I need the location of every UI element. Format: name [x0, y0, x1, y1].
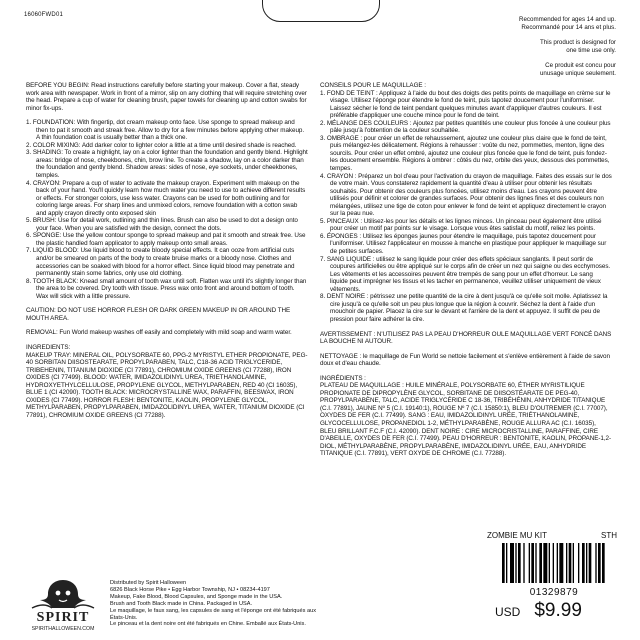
price-row [495, 600, 625, 622]
barcode-bar [578, 543, 579, 583]
ingredients-text: MAKEUP TRAY: MINERAL OIL, POLYSORBATE 60, PPG-2 MYRISTYL ETHER PROPIONATE, PEG-40 SORBITAN DIISOSTEARATE, PROPYLPARABEN, TALC, C18-36 ACID TRIGLYCERIDE, TRIBEHENIN, TITANIUM DIOXIDE (CI 77891), CHROMIUM OXIDE GREENS (CI 77288), IRON OXIDES (CI 77499). BLOOD: WATER, IMIDAZOLIDINYL UREA, TRIETHANOLAMINE, HYDROXYETHYLCELLULOSE, PROPYLENE GLYCOL, METHYLPARABEN, RED 40 (CI 16035), BLUE 1 (CI 42090). TOOTH BLACK: MICROCRYSTALLINE WAX, PARAFFIN, BEESWAX, IRON OXIDES (CI 77499). HORROR FLESH: BENTONITE, KAOLIN, PROPYLENE GLYCOL, METHYLPARABEN, PROPYLPARABEN, IMIDAZOLIDINYL UREA, WATER, TITANIUM DIOXIDE (CI 77891), CHROMIUM OXIDE GREENS (CI 77288). [26, 351, 308, 419]
distributor-info [110, 580, 330, 628]
product-code: STH [601, 531, 617, 540]
barcode-bar [549, 543, 550, 583]
step-shading: 3. SHADING: To create a highlight, lay on a color lighter than the foundation and gently blend. Highlight areas: bridge of nose, cheekbones, chin, brow line. To create a shadow, lay on a color darker than the foundation and gently blend. Shadow areas: sides of nose, eye sockets, under cheekbones, temples. [26, 149, 308, 180]
barcode-bar [595, 543, 596, 583]
dist-line-3: Makeup, Fake Blood, Blood Capsules, and Sponge made in the USA. [110, 593, 283, 600]
ingredients-text-fr: PLATEAU DE MAQUILLAGE : HUILE MINÉRALE, POLYSORBATE 60, ÉTHER MYRISTILIQUE PROPIONATE DE DIPROPYLÈNE GLYCOL, SORBITANE DE DIISOSTÉARATE DE PEG-40, PROPYLPARABÈNE, TALC, ACIDE TRIGLYCÉRIDE C 18-36, TRIBÉHÉNIN, ANHYDRIDE TITANIQUE (C.I. 77891), JAUNE Nº 5 (C.I. 19140:1), ROUGE Nº 7 (C.I. 15850:1), BLEU D'OUTREMER (C.I. 77007), OXYDES DE FER (C.I. 77499). SANG : EAU, IMIDAZOLIDINYL URÉE, TRIÉTHANOLAMINE, GLYCOCELLULOSE, PROPANEDIOL 1-2, MÉTHYLPARABÈNE, ROUGE ALLURA AC (C.I. 16035), BLEU BRILLANT F.C.F (C.I. 42090). DENT NOIRE : CIRE MICROCRISTALLINE, PARAFFINE, CIRE D'ABEILLE, OXYDES DE FER (C.I. 77499). PEAU D'HORREUR : BENTONITE, KAOLIN, PROPANE-1,2-DIOL, MÉTHYLPARABÈNE, PROPYLPARABÈNE, IMIDAZOLIDINYL URÉE, EAU, ANHYDRIDE TITANIQUE (C.I. 77891), VERT OXYDE DE CHROME (C.I. 77288). [320, 382, 612, 458]
step-color-mixing: 2. COLOR MIXING: Add darker color to lighter color a little at a time until desired shade is reached. [26, 141, 297, 149]
barcode-bar [502, 543, 505, 583]
step-crayon: 4. CRAYON: Prepare a cup of water to activate the makeup crayon. Experiment with makeup on the back of your hand. You'll quickly learn how much water you need to use to achieve different results or effects. For stronger colors, use less water. Crayons can be used for both outlining and for coloring large areas. For sharp lines and unmixed colors, remove foundation with a cotton swab and apply crayon directly onto exposed skin [26, 179, 306, 217]
french-heading: CONSEILS POUR LE MAQUILLAGE : [320, 82, 426, 89]
step-tooth-black: 8. TOOTH BLACK: Knead small amount of tooth wax until soft. Flatten wax until it's slightly longer than the area to be covered. Dry tooth with tissue. Press wax onto front and around bottom of tooth. Wax will stick with a little pressure. [26, 277, 307, 300]
single-use-en-1: This product is designed for [539, 39, 616, 47]
barcode-bar [539, 543, 542, 583]
dist-line-5: Le maquillage, le faux sang, les capsules de sang et l'éponge ont été fabriqués aux États-Unis. [110, 607, 317, 621]
product-label [487, 531, 617, 540]
single-use-en-2: one time use only. [566, 46, 616, 54]
english-steps [26, 119, 308, 300]
barcode-bar [582, 543, 585, 583]
currency: USD [495, 605, 521, 619]
intro-paragraph: BEFORE YOU BEGIN: Read instructions carefully before starting your makeup. Cover a flat, steady work area with newspaper. Work in front of a mirror, slip on any clothing that will require stretching over the head. Prepare a cup of water for cleaning brush, paper towels for cleaning up and cotton swabs for minor fix-ups. [26, 82, 307, 112]
removal-text: REMOVAL: Fun World makeup washes off easily and completely with mild soap and warm water. [26, 329, 292, 337]
avertissement-text: AVERTISSEMENT : N'UTILISEZ PAS LA PEAU D'HORREUR OULE MAQUILLAGE VERT FONCÉ DANS LA BOUCHE NI AUTOUR. [320, 330, 612, 346]
dist-line-6: Le pinceau et la dent noire ont été fabriqués en Chine. Emballé aux États-Unis. [110, 621, 306, 628]
step-sponge: 6. SPONGE: Use the yellow contour sponge to spread makeup and pat it smooth and streak free. Use the plastic handled foam applicator to apply makeup onto small areas. [26, 232, 306, 247]
step-brush: 5. BRUSH: Use for detail work, outlining and thin lines. Brush can also be used to dot a design onto your face. When you are satisfied with the design, connect the dots. [26, 217, 298, 232]
spirit-logo-emblem-icon [32, 580, 94, 608]
single-use-fr-1: Ce produit est concu pour [545, 62, 616, 70]
barcode-bar [529, 543, 530, 583]
caution-text: CAUTION: DO NOT USE HORROR FLESH OR DARK GREEN MAKEUP IN OR AROUND THE MOUTH AREA. [26, 307, 291, 322]
hang-hole [262, 0, 380, 22]
step-dent-noire: 8. DENT NOIRE : pétrissez une petite quantité de la cire à dent jusqu'à ce qu'elle soit molle. Aplatissez la cire jusqu'à ce qu'elle soit un peu plus longue que la région à couvrir. Séchez la dent à l'aide d'un mouchoir de papier. Placez la cire sur le devant et l'arrière de la dent et appuyez. Il suffit de peu de pression pour faire adhérer la cire. [320, 293, 608, 323]
barcode-bar [523, 543, 524, 583]
single-use-fr-2: unusage unique seulement. [539, 69, 616, 77]
nettoyage-text: NETTOYAGE : le maquillage de Fun World se nettoie facilement et s'enlève entièrement à l'aide de savon doux et d'eau chaude. [320, 352, 610, 368]
dist-line-4: Brush and Tooth Black made in China. Packaged in USA. [110, 600, 252, 607]
barcode-bar [557, 543, 558, 583]
barcode-bar [543, 543, 547, 583]
barcode-bar [515, 543, 516, 583]
age-fr: Recommandé pour 14 ans et plus. [521, 23, 616, 31]
barcode-bar [553, 543, 554, 583]
english-instructions [26, 82, 308, 426]
barcode [502, 543, 606, 583]
barcode-bar [569, 543, 572, 583]
ingredients-heading-fr: INGRÉDIENTS : [320, 374, 366, 382]
step-sang-liquide: 7. SANG LIQUIDE : utilisez le sang liquide pour créer des effets spéciaux sanglants. Il peut sortir de coupures artificielles ou être appliqué sur le corps afin de créer un nez qui saigne ou des ecchymoses. Les vêtements et les accessoires peuvent être trempés de sang pour un effet d'horreur. Le sang liquide peut imprégner les tissus et les tacher en permanence, veuillez utiliser uniquement de vieux vêtements. [320, 255, 611, 293]
barcode-bar [586, 543, 587, 583]
barcode-bar [598, 543, 601, 583]
barcode-bar [531, 543, 534, 583]
spirit-logo-text: SPIRIT [36, 610, 90, 625]
dist-line-2: 6826 Black Horse Pike • Egg Harbor Township, NJ • 08234-4197 [110, 586, 270, 593]
barcode-bar [602, 543, 605, 583]
french-instructions [320, 82, 612, 465]
spirit-logo [24, 578, 102, 632]
barcode-bar [510, 543, 514, 583]
barcode-bar [535, 543, 536, 583]
item-code: 16060FWD01 [24, 12, 64, 18]
barcode-bar [573, 543, 574, 583]
barcode-bar [518, 543, 521, 583]
step-ombrage: 3. OMBRAGE : pour créer un effet de rehaussement, ajoutez une couleur plus claire que le fond de teint, puis mélangez-les délicatement. Régions à rehausser : voûte du nez, pommettes, menton, ligne des sourcils. Pour créer un effet ombré, ajoutez une couleur plus foncée que le fond de teint, puis fondez-les doucement ensemble. Régions à ombrer : côtés du nez, orbite des yeux, dessous des pommettes, tempes. [320, 134, 610, 173]
step-fond-de-teint: 1. FOND DE TEINT : Appliquez à l'aide du bout des doigts des petits points de maquillage en crème sur le visage. Utilisez l'éponge pour étendre le fond de teint, puis tapotez doucement pour l'uniformiser. Laissez sécher le fond de teint pendant quelques minutes avant d'appliquer d'autres couleurs. Il est préférable d'appliquer une couche mince pour le fond de teint. [320, 89, 611, 120]
step-eponges: 6. ÉPONGES : Utilisez les éponges jaunes pour étendre le maquillage, puis tapotez doucement pour l'uniformiser. Utilisez l'applicateur en mousse à manche en plastique pour appliquer le maquillage sur de petites surfaces. [320, 232, 607, 256]
french-steps [320, 90, 612, 324]
ingredients-heading: INGREDIENTS: [26, 343, 71, 351]
age-en: Recommended for ages 14 and up. [519, 16, 616, 23]
price: $9.99 [534, 600, 582, 621]
barcode-number: 01329879 [529, 587, 579, 598]
barcode-bar [559, 543, 563, 583]
barcode-bar [589, 543, 592, 583]
step-foundation: 1. FOUNDATION: With fingertip, dot cream makeup onto face. Use sponge to spread makeup and then to pat it smooth and streak free. Allow to dry for a few minutes before applying other makeup. A thin foundation coat is usually better than a thick one. [26, 119, 305, 142]
step-crayon-fr: 4. CRAYON : Préparez un bol d'eau pour l'activation du crayon de maquillage. Faites des essais sur le dos de votre main. Vous constaterez rapidement la quantité d'eau à utiliser pour obtenir les résultats souhaités. Pour obtenir des couleurs plus foncées, utilisez moins d'eau. Les crayons peuvent être utilisés pour définir et colorer de grandes surfaces. Pour obtenir des lignes fines et des couleurs non mélangées, utilisez une tige de coton pour enlever le fond de teint et appliquez directement le crayon sur la peau nue. [320, 172, 612, 218]
barcode-bar [506, 543, 507, 583]
age-recommendation [476, 16, 616, 78]
spirit-logo-url: SPIRITHALLOWEEN.COM [31, 626, 95, 632]
step-liquid-blood: 7. LIQUID BLOOD: Use liquid blood to create bloody special effects. It can ooze from artificial cuts and/or be smeared on parts of the body to create bruise marks or a bloody nose. Clothes and accessories can be soaked with blood for a horror effect. Since liquid blood may penetrate and permanently stain some fabrics, only use old clothing. [26, 247, 295, 278]
dist-line-1: Distributed by Spirit Halloween [110, 580, 187, 586]
step-melange-couleurs: 2. MÉLANGE DES COULEURS : Ajoutez par petites quantités une couleur plus foncée à une couleur plus pâle jusqu'à l'obtention de la couleur souhaitée. [320, 119, 611, 135]
barcode-bar [566, 543, 567, 583]
step-pinceaux: 5. PINCEAUX : Utilisez-les pour les détails et les lignes minces. Un pinceau peut également être utilisé pour créer un motif par points sur le visage. Lorsque vous êtes satisfait du motif, reliez les points. [320, 217, 602, 233]
product-name: ZOMBIE MU KIT [487, 531, 547, 540]
